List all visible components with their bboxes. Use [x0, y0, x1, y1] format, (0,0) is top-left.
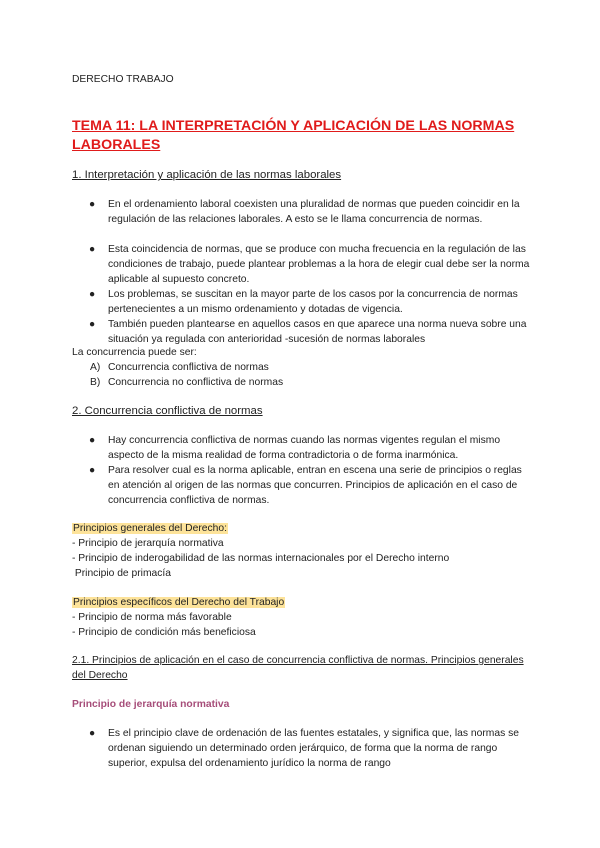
list-item: - Principio de inderogabilidad de las normas internacionales por el Derecho interno [72, 553, 450, 564]
concurrence-intro: La concurrencia puede ser: [72, 347, 197, 358]
list-item: - Principio de jerarquía normativa [72, 538, 224, 549]
bullet-icon: ● [89, 319, 96, 330]
bullet-icon: ● [89, 244, 96, 255]
list-item: - Principio de norma más favorable [72, 612, 232, 623]
list-item: ● También pueden plantearse en aquellos casos en que aparece una norma nueva sobre una situación ya regulada con anterioridad -sucesión de normas laborales [89, 319, 527, 345]
specific-principles-title: Principios específicos del Derecho del Trabajo [73, 597, 285, 608]
section-1-heading: 1. Interpretación y aplicación de las normas laborales [72, 169, 342, 181]
list-item: ● Es el principio clave de ordenación de las fuentes estatales, y significa que, las normas se ordenan siguiendo un determinado orden jerárquico, de forma que la norma de rango superior, expulsa del ordenamiento jurídico la norma de rango [89, 728, 519, 769]
bullet-icon: ● [89, 199, 96, 210]
list-item: - Principio de condición más beneficiosa [72, 627, 256, 638]
general-principles-title: Principios generales del Derecho: [73, 523, 227, 534]
list-item: ● En el ordenamiento laboral coexisten una pluralidad de normas que pueden coincidir en la regulación de las relaciones laborales. A esto se le llama concurrencia de normas. [89, 199, 520, 225]
concurrence-type-list [72, 360, 283, 390]
list-item: Principio de primacía [72, 568, 172, 579]
document-header: DERECHO TRABAJO [72, 74, 174, 85]
document-title: TEMA 11: LA INTERPRETACIÓN Y APLICACIÓN DE LAS NORMAS LABORALES [72, 118, 515, 153]
list-item: ● Para resolver cual es la norma aplicable, entran en escena una serie de principios o reglas en atención al origen de las normas que concurren. Principios de aplicación en el caso de concurrencia conflictiva de normas. [89, 465, 522, 506]
list-item: ● Hay concurrencia conflictiva de normas cuando las normas vigentes regulan el mismo aspecto de la misma realidad de forma contradictoria o de forma inarmónica. [89, 435, 501, 461]
section-2-heading: 2. Concurrencia conflictiva de normas [72, 405, 263, 417]
section-2-bullet-list [72, 433, 530, 508]
section-2-1-heading: 2.1. Principios de aplicación en el caso de concurrencia conflictiva de normas. Principios generales del Derecho [72, 655, 524, 681]
list-item: ● Los problemas, se suscitan en la mayor parte de los casos por la concurrencia de normas pertenecientes a un mismo ordenamiento y dotadas de vigencia. [89, 289, 518, 315]
bullet-icon: ● [89, 465, 96, 476]
list-item: A) Concurrencia conflictiva de normas [90, 362, 269, 373]
bullet-icon: ● [89, 435, 96, 446]
list-item: ● Esta coincidencia de normas, que se produce con mucha frecuencia en la regulación de las condiciones de trabajo, puede plantear problemas a la hora de elegir cual debe ser la norma aplicable al supuesto concreto. [89, 244, 530, 285]
list-item: B) Concurrencia no conflictiva de normas [90, 377, 284, 388]
bullet-icon: ● [89, 728, 96, 739]
section-1-bullet-list [72, 197, 530, 347]
jerarquia-subheading: Principio de jerarquía normativa [72, 699, 230, 710]
bullet-icon: ● [89, 289, 96, 300]
section-2-1-bullet-list [72, 726, 530, 771]
